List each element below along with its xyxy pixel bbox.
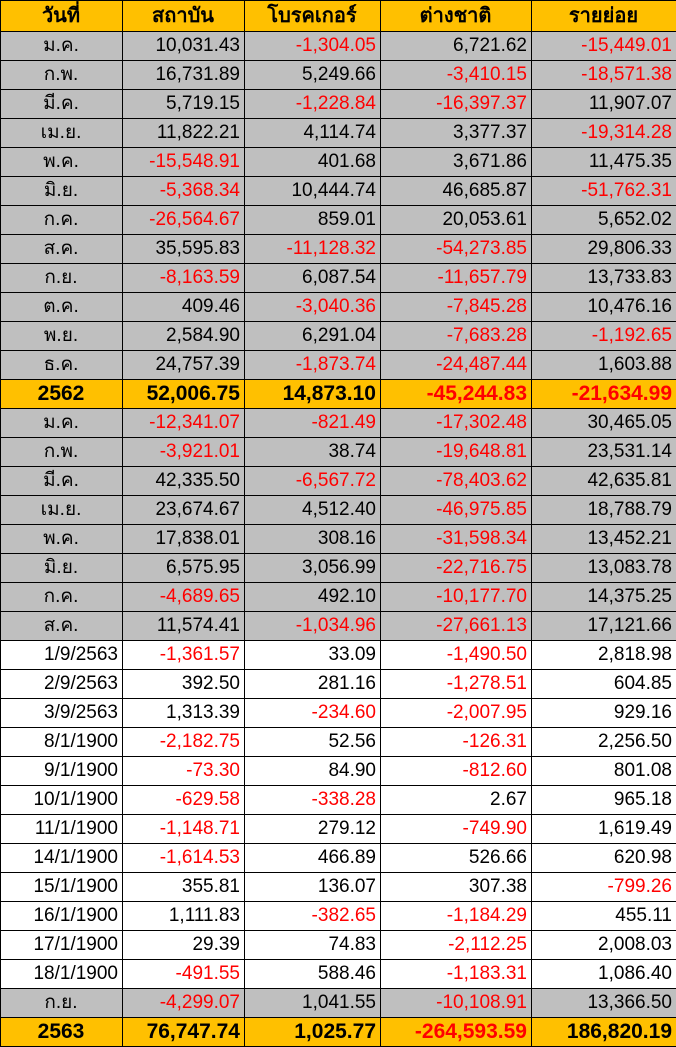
date-label-cell: 11/1/1900 <box>1 815 123 844</box>
foreign-cell: -10,177.70 <box>381 583 532 612</box>
broker-cell: -3,040.36 <box>245 293 381 322</box>
date-label-cell: ส.ค. <box>1 235 123 264</box>
header-row <box>1 1 676 32</box>
foreign-cell: -1,278.51 <box>381 670 532 699</box>
retail-cell: 11,475.35 <box>532 148 676 177</box>
daily-row <box>1 815 676 844</box>
date-label-cell: พ.ค. <box>1 525 123 554</box>
date-label-cell: 1/9/2563 <box>1 641 123 670</box>
foreign-cell: 6,721.62 <box>381 32 532 61</box>
retail-cell: 455.11 <box>532 902 676 931</box>
date-label-cell: 3/9/2563 <box>1 699 123 728</box>
date-label-cell: 16/1/1900 <box>1 902 123 931</box>
retail-cell: -18,571.38 <box>532 61 676 90</box>
institution-cell: 29.39 <box>123 931 245 960</box>
broker-cell: 492.10 <box>245 583 381 612</box>
date-label-cell: มิ.ย. <box>1 177 123 206</box>
foreign-cell: -19,648.81 <box>381 438 532 467</box>
retail-cell: 929.16 <box>532 699 676 728</box>
monthly-row <box>1 525 676 554</box>
date-label-cell: 9/1/1900 <box>1 757 123 786</box>
broker-cell: -1,873.74 <box>245 351 381 380</box>
foreign-cell: 20,053.61 <box>381 206 532 235</box>
daily-row <box>1 670 676 699</box>
retail-cell: 23,531.14 <box>532 438 676 467</box>
monthly-row <box>1 612 676 641</box>
broker-cell: 588.46 <box>245 960 381 989</box>
institution-cell: -4,299.07 <box>123 989 245 1018</box>
institution-cell: 24,757.39 <box>123 351 245 380</box>
foreign-cell: -78,403.62 <box>381 467 532 496</box>
date-label-cell: 2562 <box>1 380 123 409</box>
retail-cell: 965.18 <box>532 786 676 815</box>
broker-cell: -6,567.72 <box>245 467 381 496</box>
date-label-cell: ม.ค. <box>1 409 123 438</box>
broker-cell: -11,128.32 <box>245 235 381 264</box>
retail-cell: 11,907.07 <box>532 90 676 119</box>
broker-cell: 4,512.40 <box>245 496 381 525</box>
monthly-row <box>1 293 676 322</box>
retail-cell: 2,008.03 <box>532 931 676 960</box>
broker-cell: 466.89 <box>245 844 381 873</box>
institution-cell: -73.30 <box>123 757 245 786</box>
foreign-cell: -126.31 <box>381 728 532 757</box>
date-label-cell: 10/1/1900 <box>1 786 123 815</box>
foreign-cell: -7,683.28 <box>381 322 532 351</box>
broker-cell: 279.12 <box>245 815 381 844</box>
date-label-cell: 15/1/1900 <box>1 873 123 902</box>
institution-cell: 23,674.67 <box>123 496 245 525</box>
retail-cell: 42,635.81 <box>532 467 676 496</box>
monthly-row <box>1 438 676 467</box>
daily-row <box>1 931 676 960</box>
broker-cell: 33.09 <box>245 641 381 670</box>
institution-cell: 11,574.41 <box>123 612 245 641</box>
broker-cell: 281.16 <box>245 670 381 699</box>
foreign-cell: -10,108.91 <box>381 989 532 1018</box>
retail-cell: 18,788.79 <box>532 496 676 525</box>
retail-cell: 13,452.21 <box>532 525 676 554</box>
date-label-cell: 2563 <box>1 1018 123 1047</box>
institution-cell: -3,921.01 <box>123 438 245 467</box>
retail-cell: -21,634.99 <box>532 380 676 409</box>
institution-cell: -1,148.71 <box>123 815 245 844</box>
foreign-cell: -27,661.13 <box>381 612 532 641</box>
date-label-cell: ก.ค. <box>1 583 123 612</box>
institution-cell: -4,689.65 <box>123 583 245 612</box>
foreign-cell: -7,845.28 <box>381 293 532 322</box>
date-label-cell: ส.ค. <box>1 612 123 641</box>
foreign-cell: -22,716.75 <box>381 554 532 583</box>
retail-cell: -15,449.01 <box>532 32 676 61</box>
institution-cell: 17,838.01 <box>123 525 245 554</box>
foreign-cell: -1,490.50 <box>381 641 532 670</box>
monthly-row <box>1 322 676 351</box>
institution-cell: 2,584.90 <box>123 322 245 351</box>
total-row <box>1 380 676 409</box>
institution-cell: -5,368.34 <box>123 177 245 206</box>
retail-cell: 29,806.33 <box>532 235 676 264</box>
table-body <box>1 32 676 1047</box>
monthly-row <box>1 409 676 438</box>
monthly-row <box>1 496 676 525</box>
foreign-cell: -11,657.79 <box>381 264 532 293</box>
institution-cell: 1,111.83 <box>123 902 245 931</box>
foreign-cell: -24,487.44 <box>381 351 532 380</box>
broker-cell: 84.90 <box>245 757 381 786</box>
total-row <box>1 1018 676 1047</box>
header-institution: สถาบัน <box>123 1 245 32</box>
institution-cell: -15,548.91 <box>123 148 245 177</box>
retail-cell: 14,375.25 <box>532 583 676 612</box>
daily-row <box>1 786 676 815</box>
broker-cell: 14,873.10 <box>245 380 381 409</box>
date-label-cell: พ.ค. <box>1 148 123 177</box>
retail-cell: 604.85 <box>532 670 676 699</box>
institution-cell: -12,341.07 <box>123 409 245 438</box>
broker-cell: -234.60 <box>245 699 381 728</box>
monthly-row <box>1 32 676 61</box>
date-label-cell: ก.ย. <box>1 989 123 1018</box>
daily-row <box>1 641 676 670</box>
retail-cell: 1,619.49 <box>532 815 676 844</box>
broker-cell: 10,444.74 <box>245 177 381 206</box>
header-broker: โบรคเกอร์ <box>245 1 381 32</box>
broker-cell: 859.01 <box>245 206 381 235</box>
date-label-cell: ก.ค. <box>1 206 123 235</box>
monthly-row <box>1 264 676 293</box>
daily-row <box>1 960 676 989</box>
date-label-cell: ต.ค. <box>1 293 123 322</box>
broker-cell: 5,249.66 <box>245 61 381 90</box>
institution-cell: -8,163.59 <box>123 264 245 293</box>
institution-cell: -491.55 <box>123 960 245 989</box>
retail-cell: 30,465.05 <box>532 409 676 438</box>
institution-cell: 42,335.50 <box>123 467 245 496</box>
retail-cell: 13,733.83 <box>532 264 676 293</box>
retail-cell: 1,603.88 <box>532 351 676 380</box>
date-label-cell: มิ.ย. <box>1 554 123 583</box>
broker-cell: 4,114.74 <box>245 119 381 148</box>
foreign-cell: -812.60 <box>381 757 532 786</box>
date-label-cell: 8/1/1900 <box>1 728 123 757</box>
monthly-row <box>1 989 676 1018</box>
retail-cell: 2,256.50 <box>532 728 676 757</box>
monthly-row <box>1 148 676 177</box>
institution-cell: -1,614.53 <box>123 844 245 873</box>
institution-cell: 6,575.95 <box>123 554 245 583</box>
broker-cell: 3,056.99 <box>245 554 381 583</box>
monthly-row <box>1 583 676 612</box>
broker-cell: 52.56 <box>245 728 381 757</box>
date-label-cell: 14/1/1900 <box>1 844 123 873</box>
retail-cell: 13,366.50 <box>532 989 676 1018</box>
daily-row <box>1 757 676 786</box>
monthly-row <box>1 235 676 264</box>
institution-cell: 1,313.39 <box>123 699 245 728</box>
retail-cell: -51,762.31 <box>532 177 676 206</box>
retail-cell: 10,476.16 <box>532 293 676 322</box>
retail-cell: 17,121.66 <box>532 612 676 641</box>
retail-cell: -19,314.28 <box>532 119 676 148</box>
daily-row <box>1 873 676 902</box>
foreign-cell: 307.38 <box>381 873 532 902</box>
institution-cell: 16,731.89 <box>123 61 245 90</box>
institution-cell: 11,822.21 <box>123 119 245 148</box>
institution-cell: -2,182.75 <box>123 728 245 757</box>
monthly-row <box>1 119 676 148</box>
institution-cell: 5,719.15 <box>123 90 245 119</box>
broker-cell: -1,228.84 <box>245 90 381 119</box>
retail-cell: 1,086.40 <box>532 960 676 989</box>
retail-cell: 620.98 <box>532 844 676 873</box>
institution-cell: 35,595.83 <box>123 235 245 264</box>
monthly-row <box>1 90 676 119</box>
foreign-cell: -1,183.31 <box>381 960 532 989</box>
broker-cell: 308.16 <box>245 525 381 554</box>
header-retail: รายย่อย <box>532 1 676 32</box>
retail-cell: 5,652.02 <box>532 206 676 235</box>
institution-cell: 52,006.75 <box>123 380 245 409</box>
broker-cell: -338.28 <box>245 786 381 815</box>
foreign-cell: -264,593.59 <box>381 1018 532 1047</box>
monthly-row <box>1 467 676 496</box>
daily-row <box>1 699 676 728</box>
broker-cell: 136.07 <box>245 873 381 902</box>
monthly-row <box>1 61 676 90</box>
date-label-cell: 17/1/1900 <box>1 931 123 960</box>
date-label-cell: 2/9/2563 <box>1 670 123 699</box>
date-label-cell: เม.ย. <box>1 119 123 148</box>
broker-cell: -821.49 <box>245 409 381 438</box>
foreign-cell: -45,244.83 <box>381 380 532 409</box>
institution-cell: 409.46 <box>123 293 245 322</box>
broker-cell: 6,087.54 <box>245 264 381 293</box>
daily-row <box>1 728 676 757</box>
institution-cell: -629.58 <box>123 786 245 815</box>
date-label-cell: มี.ค. <box>1 90 123 119</box>
retail-cell: -1,192.65 <box>532 322 676 351</box>
foreign-cell: -46,975.85 <box>381 496 532 525</box>
foreign-cell: 3,377.37 <box>381 119 532 148</box>
monthly-row <box>1 554 676 583</box>
broker-cell: -1,304.05 <box>245 32 381 61</box>
foreign-cell: 2.67 <box>381 786 532 815</box>
date-label-cell: ก.พ. <box>1 438 123 467</box>
foreign-cell: -1,184.29 <box>381 902 532 931</box>
monthly-row <box>1 206 676 235</box>
institution-cell: 76,747.74 <box>123 1018 245 1047</box>
foreign-cell: -54,273.85 <box>381 235 532 264</box>
foreign-cell: -2,007.95 <box>381 699 532 728</box>
retail-cell: 13,083.78 <box>532 554 676 583</box>
broker-cell: -382.65 <box>245 902 381 931</box>
institution-cell: 10,031.43 <box>123 32 245 61</box>
foreign-cell: -749.90 <box>381 815 532 844</box>
foreign-cell: -2,112.25 <box>381 931 532 960</box>
daily-row <box>1 902 676 931</box>
broker-cell: 1,025.77 <box>245 1018 381 1047</box>
retail-cell: -799.26 <box>532 873 676 902</box>
institution-cell: 355.81 <box>123 873 245 902</box>
foreign-cell: -16,397.37 <box>381 90 532 119</box>
institution-cell: -26,564.67 <box>123 206 245 235</box>
header-foreign: ต่างชาติ <box>381 1 532 32</box>
monthly-row <box>1 351 676 380</box>
retail-cell: 2,818.98 <box>532 641 676 670</box>
date-label-cell: เม.ย. <box>1 496 123 525</box>
monthly-row <box>1 177 676 206</box>
broker-cell: 38.74 <box>245 438 381 467</box>
date-label-cell: ม.ค. <box>1 32 123 61</box>
broker-cell: -1,034.96 <box>245 612 381 641</box>
date-label-cell: ก.ย. <box>1 264 123 293</box>
date-label-cell: พ.ย. <box>1 322 123 351</box>
foreign-cell: -3,410.15 <box>381 61 532 90</box>
daily-row <box>1 844 676 873</box>
date-label-cell: ธ.ค. <box>1 351 123 380</box>
foreign-cell: -17,302.48 <box>381 409 532 438</box>
foreign-cell: -31,598.34 <box>381 525 532 554</box>
broker-cell: 1,041.55 <box>245 989 381 1018</box>
retail-cell: 186,820.19 <box>532 1018 676 1047</box>
broker-cell: 74.83 <box>245 931 381 960</box>
foreign-cell: 3,671.86 <box>381 148 532 177</box>
foreign-cell: 46,685.87 <box>381 177 532 206</box>
retail-cell: 801.08 <box>532 757 676 786</box>
date-label-cell: มี.ค. <box>1 467 123 496</box>
date-label-cell: 18/1/1900 <box>1 960 123 989</box>
broker-cell: 401.68 <box>245 148 381 177</box>
foreign-cell: 526.66 <box>381 844 532 873</box>
institution-cell: -1,361.57 <box>123 641 245 670</box>
date-label-cell: ก.พ. <box>1 61 123 90</box>
institution-cell: 392.50 <box>123 670 245 699</box>
broker-cell: 6,291.04 <box>245 322 381 351</box>
header-date: วันที่ <box>1 1 123 32</box>
